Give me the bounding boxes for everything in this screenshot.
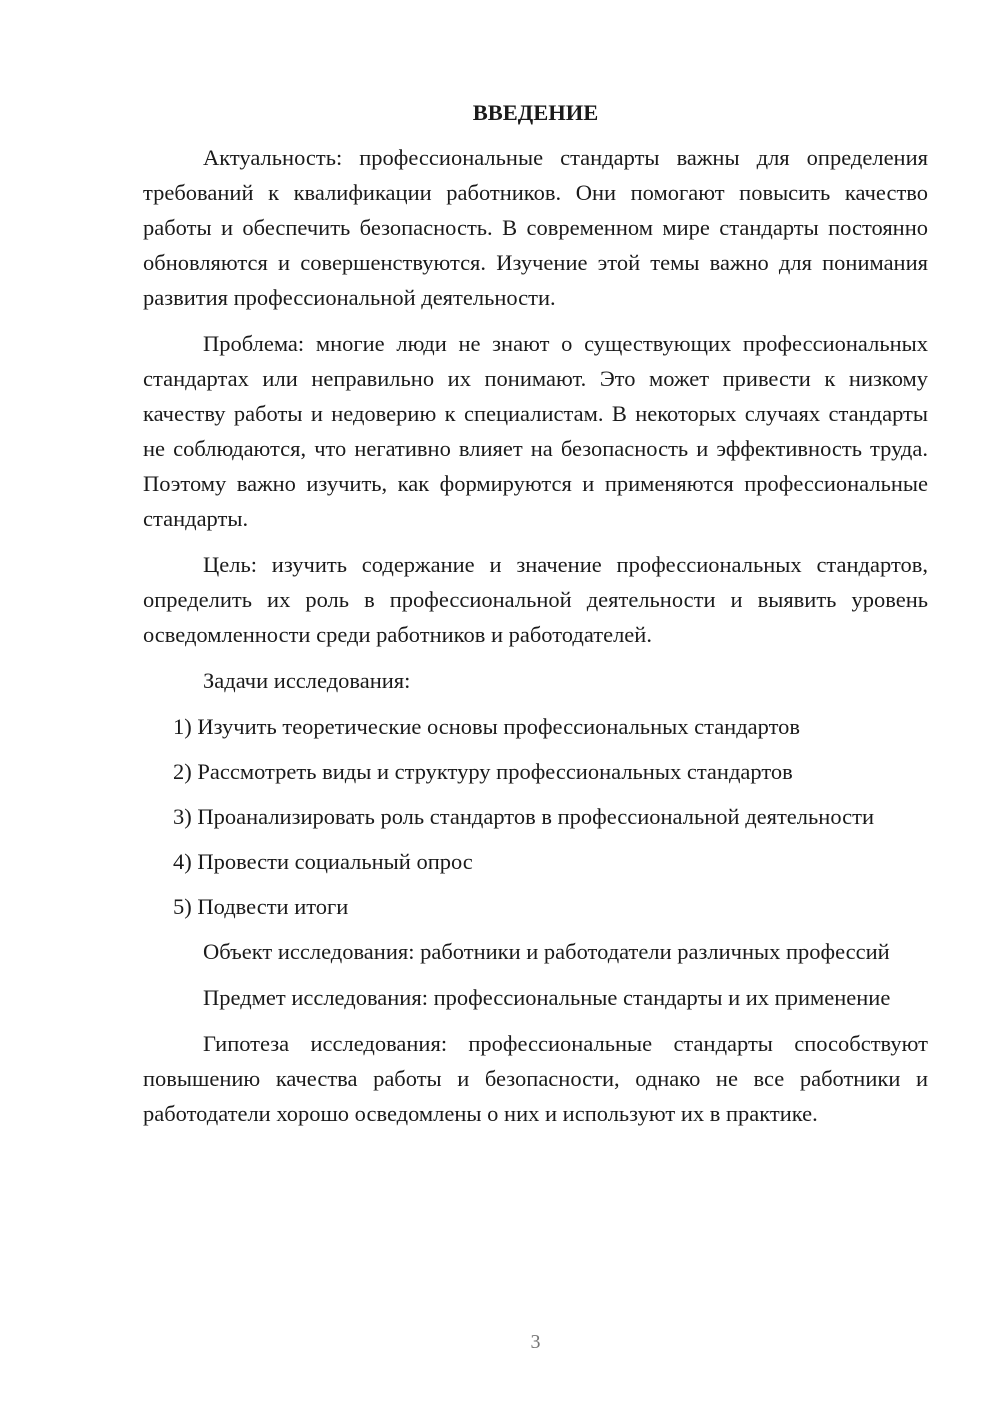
section-title: ВВЕДЕНИЕ: [472, 100, 599, 125]
paragraph-hypothesis: Гипотеза исследования: профессиональные стандарты способствуют повышению качества работы и безопасности, однако не все работники и работодатели хорошо осведомлены о них и используют их в практике.: [143, 1031, 928, 1126]
task-item-1: 1) Изучить теоретические основы профессиональных стандартов: [173, 714, 801, 739]
page-content: [143, 95, 928, 1142]
task-item-3: 3) Проанализировать роль стандартов в профессиональной деятельности: [173, 804, 874, 829]
paragraph-relevance: Актуальность: профессиональные стандарты важны для определения требований к квалификации работников. Они помогают повысить качество работы и обеспечить безопасность. В современном мире стандарты постоянно обновляются и совершенствуются. Изучение этой темы важно для понимания развития профессиональной деятельности.: [143, 145, 928, 310]
page-number: 3: [530, 1331, 541, 1353]
task-item-4: 4) Провести социальный опрос: [173, 849, 473, 874]
task-item-5: 5) Подвести итоги: [173, 894, 349, 919]
tasks-heading: Задачи исследования:: [203, 668, 411, 693]
paragraph-object: Объект исследования: работники и работодатели различных профессий: [203, 939, 890, 964]
paragraph-subject: Предмет исследования: профессиональные стандарты и их применение: [203, 985, 891, 1010]
paragraph-problem: Проблема: многие люди не знают о существующих профессиональных стандартах или неправильно их понимают. Это может привести к низкому качеству работы и недоверию к специалистам. В некоторых случаях стандарты не соблюдаются, что негативно влияет на безопасность и эффективность труда. Поэтому важно изучить, как формируются и применяются профессиональные стандарты.: [143, 331, 928, 531]
paragraph-goal: Цель: изучить содержание и значение профессиональных стандартов, определить их роль в профессиональной деятельности и выявить уровень осведомленности среди работников и работодателей.: [143, 552, 928, 647]
task-item-2: 2) Рассмотреть виды и структуру профессиональных стандартов: [173, 759, 793, 784]
